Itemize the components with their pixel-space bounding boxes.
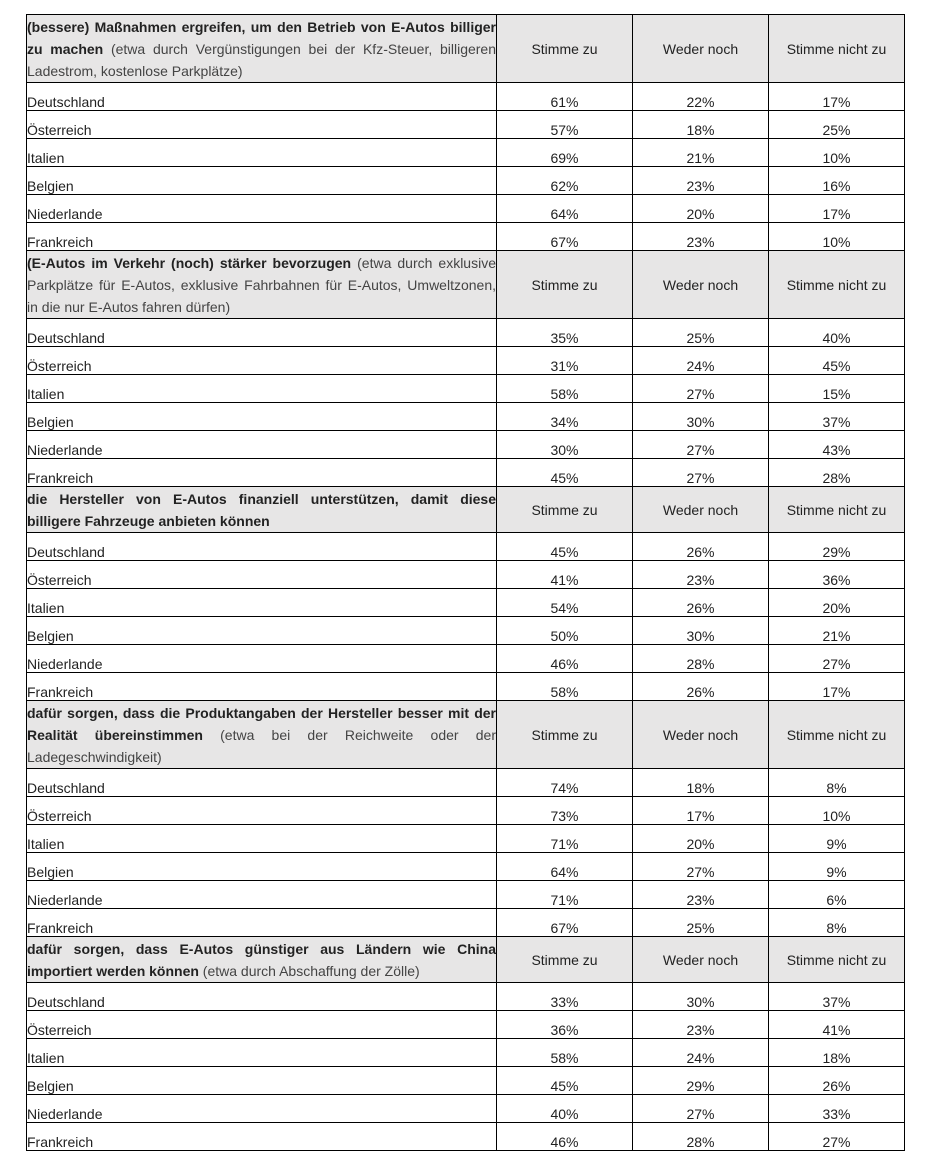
agree-value: 30% xyxy=(497,431,633,459)
agree-value: 54% xyxy=(497,589,633,617)
section-header xyxy=(27,15,905,83)
country-cell: Frankreich xyxy=(27,459,497,487)
country-cell: Niederlande xyxy=(27,195,497,223)
country-cell: Österreich xyxy=(27,1011,497,1039)
neutral-value: 30% xyxy=(633,403,769,431)
column-header-disagree: Stimme nicht zu xyxy=(769,487,905,533)
table-row xyxy=(27,797,905,825)
statement-detail: (etwa durch Abschaffung der Zölle) xyxy=(198,962,420,979)
neutral-value: 27% xyxy=(633,853,769,881)
neutral-value: 23% xyxy=(633,1011,769,1039)
table-row xyxy=(27,561,905,589)
table-row xyxy=(27,533,905,561)
agree-value: 35% xyxy=(497,319,633,347)
agree-value: 33% xyxy=(497,983,633,1011)
column-header-agree: Stimme zu xyxy=(497,701,633,769)
neutral-value: 26% xyxy=(633,589,769,617)
table-row xyxy=(27,853,905,881)
agree-value: 58% xyxy=(497,375,633,403)
country-cell: Niederlande xyxy=(27,881,497,909)
neutral-value: 17% xyxy=(633,797,769,825)
agree-value: 64% xyxy=(497,853,633,881)
country-cell: Niederlande xyxy=(27,1095,497,1123)
country-cell: Belgien xyxy=(27,617,497,645)
section-header xyxy=(27,701,905,769)
neutral-value: 23% xyxy=(633,881,769,909)
country-cell: Belgien xyxy=(27,167,497,195)
column-header-neutral: Weder noch xyxy=(633,487,769,533)
neutral-value: 29% xyxy=(633,1067,769,1095)
agree-value: 45% xyxy=(497,459,633,487)
country-cell: Italien xyxy=(27,825,497,853)
disagree-value: 10% xyxy=(769,223,905,251)
agree-value: 36% xyxy=(497,1011,633,1039)
neutral-value: 30% xyxy=(633,617,769,645)
table-row xyxy=(27,459,905,487)
disagree-value: 10% xyxy=(769,139,905,167)
agree-value: 71% xyxy=(497,825,633,853)
country-cell: Deutschland xyxy=(27,319,497,347)
neutral-value: 20% xyxy=(633,195,769,223)
table-row xyxy=(27,909,905,937)
neutral-value: 26% xyxy=(633,533,769,561)
agree-value: 64% xyxy=(497,195,633,223)
disagree-value: 41% xyxy=(769,1011,905,1039)
disagree-value: 43% xyxy=(769,431,905,459)
section-header xyxy=(27,251,905,319)
agree-value: 41% xyxy=(497,561,633,589)
country-cell: Österreich xyxy=(27,797,497,825)
table-row xyxy=(27,431,905,459)
neutral-value: 28% xyxy=(633,645,769,673)
country-cell: Belgien xyxy=(27,853,497,881)
agree-value: 31% xyxy=(497,347,633,375)
table-row xyxy=(27,983,905,1011)
table-row xyxy=(27,825,905,853)
agree-value: 67% xyxy=(497,223,633,251)
agree-value: 73% xyxy=(497,797,633,825)
table-row xyxy=(27,403,905,431)
statement-bold: die Hersteller von E-Autos finanziell unterstützen, damit diese billigere Fahrzeuge anbieten können xyxy=(27,490,496,529)
disagree-value: 37% xyxy=(769,983,905,1011)
disagree-value: 27% xyxy=(769,1123,905,1151)
country-cell: Österreich xyxy=(27,111,497,139)
neutral-value: 27% xyxy=(633,459,769,487)
neutral-value: 23% xyxy=(633,167,769,195)
column-header-neutral: Weder noch xyxy=(633,251,769,319)
table-row xyxy=(27,673,905,701)
agree-value: 50% xyxy=(497,617,633,645)
column-header-neutral: Weder noch xyxy=(633,15,769,83)
country-cell: Deutschland xyxy=(27,983,497,1011)
agree-value: 46% xyxy=(497,645,633,673)
table-row xyxy=(27,1039,905,1067)
disagree-value: 17% xyxy=(769,673,905,701)
disagree-value: 17% xyxy=(769,83,905,111)
table-row xyxy=(27,195,905,223)
disagree-value: 29% xyxy=(769,533,905,561)
table-row xyxy=(27,645,905,673)
country-cell: Niederlande xyxy=(27,431,497,459)
disagree-value: 10% xyxy=(769,797,905,825)
agree-value: 46% xyxy=(497,1123,633,1151)
neutral-value: 30% xyxy=(633,983,769,1011)
agree-value: 61% xyxy=(497,83,633,111)
neutral-value: 24% xyxy=(633,1039,769,1067)
statement-cell xyxy=(27,15,497,83)
statement-detail: (etwa bei der Reichweite oder der Ladegeschwindigkeit) xyxy=(27,726,496,765)
agree-value: 45% xyxy=(497,1067,633,1095)
table-row xyxy=(27,1011,905,1039)
disagree-value: 45% xyxy=(769,347,905,375)
country-cell: Italien xyxy=(27,139,497,167)
neutral-value: 27% xyxy=(633,431,769,459)
statement-cell xyxy=(27,701,497,769)
disagree-value: 25% xyxy=(769,111,905,139)
disagree-value: 18% xyxy=(769,1039,905,1067)
neutral-value: 20% xyxy=(633,825,769,853)
column-header-disagree: Stimme nicht zu xyxy=(769,701,905,769)
statement-bold: dafür sorgen, dass E-Autos günstiger aus Ländern wie China importiert werden können xyxy=(27,940,496,979)
neutral-value: 24% xyxy=(633,347,769,375)
column-header-agree: Stimme zu xyxy=(497,937,633,983)
table-row xyxy=(27,769,905,797)
disagree-value: 21% xyxy=(769,617,905,645)
statement-detail: (etwa durch Vergünstigungen bei der Kfz-Steuer, billigeren Ladestrom, kostenlose Parkplätze) xyxy=(27,40,496,79)
table-row xyxy=(27,375,905,403)
section-header xyxy=(27,487,905,533)
disagree-value: 8% xyxy=(769,909,905,937)
neutral-value: 25% xyxy=(633,319,769,347)
column-header-neutral: Weder noch xyxy=(633,701,769,769)
disagree-value: 27% xyxy=(769,645,905,673)
agree-value: 74% xyxy=(497,769,633,797)
agree-value: 69% xyxy=(497,139,633,167)
agree-value: 62% xyxy=(497,167,633,195)
statement-cell xyxy=(27,487,497,533)
disagree-value: 15% xyxy=(769,375,905,403)
column-header-agree: Stimme zu xyxy=(497,487,633,533)
neutral-value: 18% xyxy=(633,769,769,797)
neutral-value: 18% xyxy=(633,111,769,139)
table-row xyxy=(27,319,905,347)
survey-results-table xyxy=(26,14,905,1151)
country-cell: Österreich xyxy=(27,561,497,589)
country-cell: Frankreich xyxy=(27,673,497,701)
country-cell: Belgien xyxy=(27,403,497,431)
country-cell: Niederlande xyxy=(27,645,497,673)
section-header xyxy=(27,937,905,983)
country-cell: Deutschland xyxy=(27,533,497,561)
disagree-value: 33% xyxy=(769,1095,905,1123)
table-row xyxy=(27,589,905,617)
neutral-value: 27% xyxy=(633,1095,769,1123)
table-row xyxy=(27,881,905,909)
column-header-agree: Stimme zu xyxy=(497,251,633,319)
column-header-agree: Stimme zu xyxy=(497,15,633,83)
country-cell: Belgien xyxy=(27,1067,497,1095)
country-cell: Italien xyxy=(27,375,497,403)
disagree-value: 8% xyxy=(769,769,905,797)
country-cell: Italien xyxy=(27,1039,497,1067)
country-cell: Frankreich xyxy=(27,909,497,937)
disagree-value: 26% xyxy=(769,1067,905,1095)
agree-value: 34% xyxy=(497,403,633,431)
agree-value: 57% xyxy=(497,111,633,139)
agree-value: 45% xyxy=(497,533,633,561)
table-row xyxy=(27,1095,905,1123)
table-row xyxy=(27,83,905,111)
disagree-value: 40% xyxy=(769,319,905,347)
neutral-value: 28% xyxy=(633,1123,769,1151)
table-row xyxy=(27,223,905,251)
country-cell: Österreich xyxy=(27,347,497,375)
statement-cell xyxy=(27,251,497,319)
table-row xyxy=(27,1123,905,1151)
disagree-value: 6% xyxy=(769,881,905,909)
agree-value: 40% xyxy=(497,1095,633,1123)
column-header-neutral: Weder noch xyxy=(633,937,769,983)
neutral-value: 21% xyxy=(633,139,769,167)
table-row xyxy=(27,139,905,167)
disagree-value: 37% xyxy=(769,403,905,431)
agree-value: 67% xyxy=(497,909,633,937)
country-cell: Deutschland xyxy=(27,83,497,111)
disagree-value: 9% xyxy=(769,853,905,881)
agree-value: 71% xyxy=(497,881,633,909)
column-header-disagree: Stimme nicht zu xyxy=(769,251,905,319)
disagree-value: 36% xyxy=(769,561,905,589)
country-cell: Frankreich xyxy=(27,1123,497,1151)
neutral-value: 27% xyxy=(633,375,769,403)
column-header-disagree: Stimme nicht zu xyxy=(769,937,905,983)
agree-value: 58% xyxy=(497,1039,633,1067)
neutral-value: 26% xyxy=(633,673,769,701)
statement-bold: (E-Autos im Verkehr (noch) stärker bevorzugen xyxy=(27,254,352,271)
country-cell: Italien xyxy=(27,589,497,617)
neutral-value: 22% xyxy=(633,83,769,111)
table-row xyxy=(27,111,905,139)
statement-bold: dafür sorgen, dass die Produktangaben der Hersteller besser mit der Realität übereinstimmen xyxy=(27,704,496,743)
table-row xyxy=(27,347,905,375)
statement-cell xyxy=(27,937,497,983)
neutral-value: 25% xyxy=(633,909,769,937)
disagree-value: 17% xyxy=(769,195,905,223)
disagree-value: 16% xyxy=(769,167,905,195)
table-row xyxy=(27,1067,905,1095)
disagree-value: 9% xyxy=(769,825,905,853)
column-header-disagree: Stimme nicht zu xyxy=(769,15,905,83)
statement-bold: (bessere) Maßnahmen ergreifen, um den Betrieb von E-Autos billiger zu machen xyxy=(27,18,496,57)
country-cell: Deutschland xyxy=(27,769,497,797)
disagree-value: 20% xyxy=(769,589,905,617)
disagree-value: 28% xyxy=(769,459,905,487)
neutral-value: 23% xyxy=(633,561,769,589)
table-row xyxy=(27,167,905,195)
statement-detail: (etwa durch exklusive Parkplätze für E-Autos, exklusive Fahrbahnen für E-Autos, Umweltzonen, in die nur E-Autos fahren dürfen) xyxy=(27,254,496,315)
agree-value: 58% xyxy=(497,673,633,701)
country-cell: Frankreich xyxy=(27,223,497,251)
neutral-value: 23% xyxy=(633,223,769,251)
table-row xyxy=(27,617,905,645)
